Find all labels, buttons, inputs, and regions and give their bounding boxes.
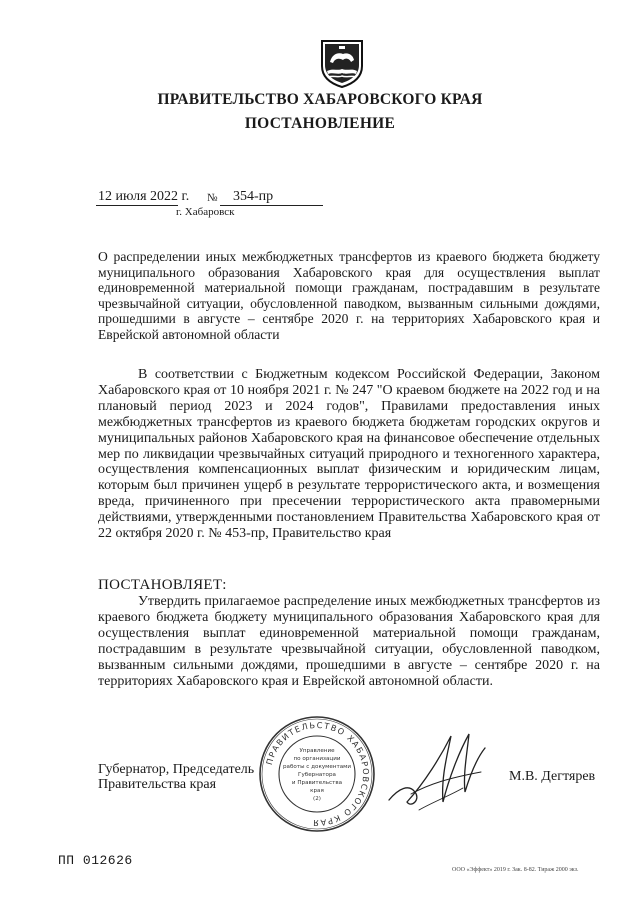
- stamp-line-2: по организации: [293, 756, 341, 762]
- stamp-line-5: и Правительства: [291, 780, 343, 786]
- signatory-name: М.В. Дегтярев: [509, 769, 596, 784]
- document-subject: О распределении иных межбюджетных трансфертов из краевого бюджета бюджету муниципального образования Хабаровского края для осуществления выплат единовременной материальной помощи гражданам, пострадавшим в результате чрезвычайной ситуации, обусловленной паводком, вызванным сильными дождями, прошедшими в августе – сентябре 2020 г. на территориях Хабаровского края и Еврейской автономной области: [98, 249, 600, 342]
- city-label: г. Хабаровск: [176, 206, 235, 218]
- stamp-line-3: работы с документами: [283, 764, 351, 770]
- number-underline: [220, 205, 323, 206]
- stamp-line-4: Губернатора: [298, 772, 336, 778]
- stamp-ring-text: ПРАВИТЕЛЬСТВО ХАБАРОВСКОГО КРАЯ: [263, 719, 372, 829]
- form-serial-code: ПП 012626: [58, 853, 133, 868]
- signatory-position: [98, 762, 254, 792]
- document-number: 354-пр: [233, 189, 274, 204]
- resolve-heading: ПОСТАНОВЛЯЕТ:: [98, 577, 227, 593]
- government-title: ПРАВИТЕЛЬСТВО ХАБАРОВСКОГО КРАЯ: [157, 91, 483, 108]
- stamp-line-1: Управление: [299, 748, 335, 754]
- printer-imprint: ООО «Эффект» 2019 г. Зак. 8-82. Тираж 2000 экз.: [452, 867, 579, 873]
- stamp-line-6: края: [310, 788, 324, 794]
- date-underline: [96, 205, 178, 206]
- official-stamp: [257, 714, 377, 834]
- document-date: 12 июля 2022 г.: [98, 189, 190, 204]
- signatory-position-line2: Правительства края: [98, 777, 217, 792]
- stamp-line-7: (2): [313, 796, 321, 802]
- preamble-paragraph: В соответствии с Бюджетным кодексом Российской Федерации, Законом Хабаровского края от 10 ноября 2021 г. № 247 "О краевом бюджете на 2022 год и на плановый период 2023 и 2024 годов", Правилами предоставления иных межбюджетных трансфертов из краевого бюджета бюджетам городских округов и муниципальных районов Хабаровского края на финансовое обеспечение отдельных мер по ликвидации чрезвычайных ситуаций природного и техногенного характера, осуществления компенсационных выплат физическим и юридическим лицам, которым был причинен ущерб в результате террористического акта, и возмещения вреда, причиненного при пресечении террористического акта правомерными действиями, утвержденными постановлением Правительства Хабаровского края от 22 октября 2020 г. № 453-пр, Правительство края: [98, 367, 600, 542]
- number-sign: №: [207, 192, 218, 204]
- document-type: ПОСТАНОВЛЕНИЕ: [244, 115, 396, 132]
- signatory-position-line1: Губернатор, Председатель: [98, 762, 255, 777]
- decision-paragraph: Утвердить прилагаемое распределение иных межбюджетных трансфертов из краевого бюджета бюджету муниципального образования Хабаровского края для осуществления выплат единовременной материальной помощи гражданам, пострадавшим в результате чрезвычайной ситуации, обусловленной паводком, вызванным сильными дождями, прошедшими в августе – сентябре 2020 г. на территориях Хабаровского края и Еврейской автономной области.: [98, 594, 600, 689]
- handwritten-signature: [385, 722, 493, 817]
- coat-of-arms-icon: [318, 38, 366, 88]
